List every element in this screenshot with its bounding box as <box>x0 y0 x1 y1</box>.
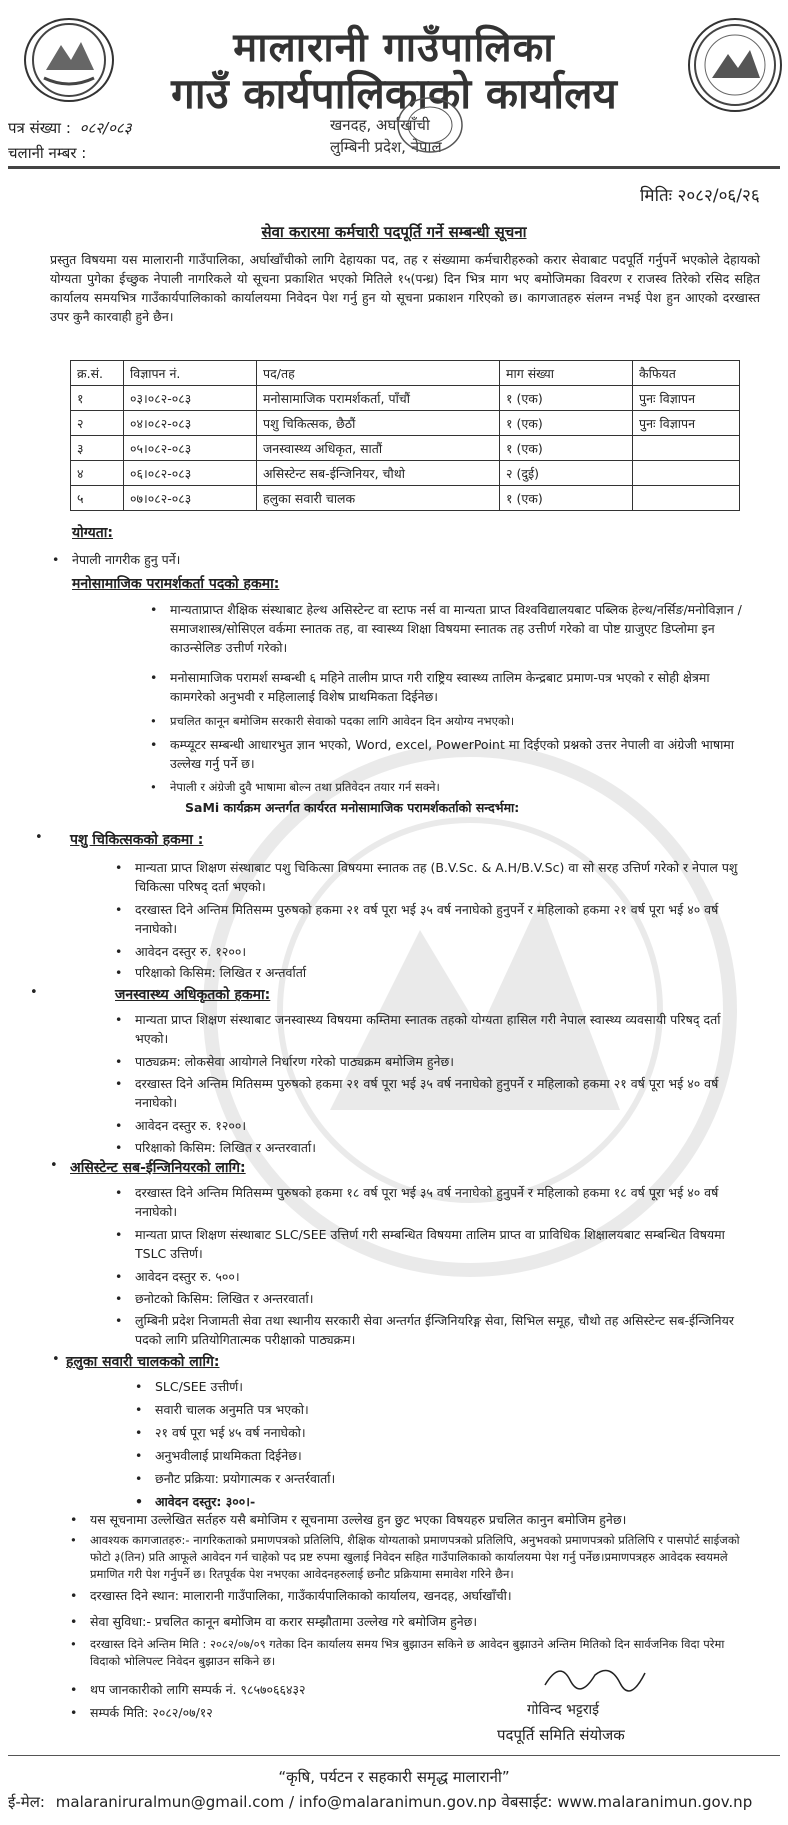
cell-demand: १ (एक) <box>500 486 633 511</box>
general-item: • दरखास्त दिने अन्तिम मिति : २०८२/०७/०९ गतेका दिन कार्यालय समय भित्र बुझाउन सकिने छ आवेदन बुझाउने अन्तिम मितिको दिन सार्वजनिक विदा परेमा विदाको भोलिपल्ट निवेदन बुझाउन सकिने छ। <box>90 1636 750 1670</box>
table-header-row <box>71 361 740 386</box>
cell-sn: ३ <box>71 436 124 461</box>
cell-remarks: पुनः विज्ञापन <box>633 411 740 436</box>
qualification-heading: योग्यता: <box>72 525 114 541</box>
general-item: • सेवा सुविधा:- प्रचलित कानून बमोजिम वा करार सम्झौतामा उल्लेख गरे बमोजिम हुनेछ। <box>90 1612 750 1631</box>
header-ad-no: विज्ञापन नं. <box>124 361 257 386</box>
table-row <box>71 411 740 436</box>
psych-item: • प्रचलित कानून बमोजिम सरकारी सेवाको पदका लागि आवेदन दिन अयोग्य नभएको। <box>170 712 750 731</box>
engineer-item: • मान्यता प्राप्त शिक्षण संस्थाबाट SLC/SEE उत्तिर्ण गरी सम्बन्धित विषयमा तालिम प्राप्त वा प्राविधिक शिक्षालयबाट सम्बन्धित विषयमा TSLC उत्तिर्ण। <box>135 1225 750 1263</box>
engineer-item: • छनोटको किसिम: लिखित र अन्तरवार्ता। <box>135 1289 750 1308</box>
general-item: • आवश्यक कागजातहरु:- नागरिकताको प्रमाणपत्रको प्रतिलिपि, शैक्षिक योग्यताको प्रमाणपत्रको प्रतिलिपि, अनुभवको प्रमाणपत्रको प्रतिलिपि र पासपोर्ट साईजको फोटो ३(तिन) प्रति आफूले आवेदन गर्न चाहेको पद प्रष्ट रुपमा खुलाई निवेदन सहित गाउँपालिकाको कार्यालयमा पेश गर्नु पर्नेछ।प्रमाणपत्रहरु आवेदक स्वयमले प्रमाणित गरी पेश गर्नुपर्ने छ। रितपूर्वक पेश नभएका आवेदनहरुलाई छनौट प्रक्रियामा समावेश गरिने छैन। <box>90 1532 750 1583</box>
table-row <box>71 386 740 411</box>
cell-ad-no: ०५।०८२-०८३ <box>124 436 257 461</box>
public-health-item: • पाठ्यक्रम: लोकसेवा आयोगले निर्धारण गरेको पाठ्यक्रम बमोजिम हुनेछ। <box>135 1052 750 1071</box>
public-health-heading: जनस्वास्थ्य अधिकृतको हकमा: <box>115 987 271 1003</box>
header-demand: माग संख्या <box>500 361 633 386</box>
footer-slogan: “कृषि, पर्यटन र सहकारी समृद्ध मालारानी” <box>278 1768 510 1786</box>
section-bullet: • <box>52 1352 60 1367</box>
public-health-item: • आवेदन दस्तुर रु. १२००। <box>135 1116 750 1135</box>
vet-item: • दरखास्त दिने अन्तिम मितिसम्म पुरुषको हकमा २१ वर्ष पूरा भई ३५ वर्ष ननाघेको हुनुपर्ने र महिलाको हकमा २१ वर्ष पूरा भई ४० वर्ष ननाघेको। <box>135 900 750 938</box>
general-item: • थप जानकारीको लागि सम्पर्क नं. ९८५७०६६४३२ <box>90 1680 305 1699</box>
header-post: पद/तह <box>257 361 500 386</box>
cell-sn: १ <box>71 386 124 411</box>
signatory-name: गोविन्द भट्टराई <box>527 1702 600 1718</box>
office-stamp-icon <box>395 95 465 155</box>
notice-date: मितिः २०८२/०६/२६ <box>640 186 760 206</box>
section-bullet: • <box>50 1158 58 1173</box>
cell-sn: २ <box>71 411 124 436</box>
office-title-line1: मालारानी गाउँपालिका <box>233 25 555 71</box>
cell-remarks <box>633 436 740 461</box>
vet-item: • परिक्षाको किसिम: लिखित र अन्तर्वार्ता <box>135 963 750 982</box>
office-title-line2: गाउँ कार्यपालिकाको कार्यालय <box>171 69 617 118</box>
section-bullet: • <box>35 830 43 845</box>
public-health-item: • परिक्षाको किसिम: लिखित र अन्तरवार्ता। <box>135 1138 750 1157</box>
header-divider <box>8 166 780 169</box>
section-bullet: • <box>30 985 38 1000</box>
signature-icon <box>540 1655 650 1695</box>
cell-sn: ४ <box>71 461 124 486</box>
cell-ad-no: ०७।०८२-०८३ <box>124 486 257 511</box>
cell-post: असिस्टेन्ट सब-ईन्जिनियर, चौथो <box>257 461 500 486</box>
driver-item: • आवेदन दस्तुर: ३००।- <box>155 1492 255 1511</box>
cell-demand: १ (एक) <box>500 386 633 411</box>
psych-item: • मनोसामाजिक परामर्श सम्बन्धी ६ महिने तालीम प्राप्त गरी राष्ट्रिय स्वास्थ्य तालिम केन्द्रबाट प्रमाण-पत्र भएको र सोही क्षेत्रमा कामगरेको अनुभवी र महिलालाई विशेष प्राथमिकता दिईनेछ। <box>170 668 750 706</box>
general-item: • सम्पर्क मिति: २०८२/०७/१२ <box>90 1703 213 1722</box>
reference-value: ०८२/०८३ <box>79 119 132 137</box>
table-row <box>71 436 740 461</box>
reference-number <box>8 118 132 138</box>
psych-item: • कम्प्यूटर सम्बन्धी आधारभुत ज्ञान भएको, Word, excel, PowerPoint मा दिईएको प्रश्नको उत्तर नेपाली वा अंग्रेजी भाषामा उल्लेख गर्नु पर्ने छ। <box>170 735 750 773</box>
dispatch-number-label: चलानी नम्बर : <box>8 144 87 162</box>
driver-item: • छनौट प्रक्रिया: प्रयोगात्मक र अन्तर्रवार्ता। <box>155 1469 335 1488</box>
letterhead <box>0 0 788 170</box>
vet-item: • आवेदन दस्तुर रु. १२००। <box>135 942 750 961</box>
driver-item: • २१ वर्ष पूरा भई ४५ वर्ष ननाघेको। <box>155 1423 306 1442</box>
header-remarks: कैफियत <box>633 361 740 386</box>
general-item: • दरखास्त दिने स्थान: मालारानी गाउँपालिका, गाउँकार्यपालिकाको कार्यालय, खनदह, अर्घाखाँची। <box>90 1586 750 1605</box>
public-health-item: • दरखास्त दिने अन्तिम मितिसम्म पुरुषको हकमा २१ वर्ष पूरा भई ३५ वर्ष ननाघेको हुनुपर्ने र महिलाको हकमा २१ वर्ष पूरा भई ४० वर्ष ननाघेको। <box>135 1074 750 1112</box>
footer-divider <box>8 1755 780 1756</box>
signatory-designation: पदपूर्ति समिति संयोजक <box>497 1726 625 1744</box>
psych-item: • नेपाली र अंग्रेजी दुवै भाषामा बोल्न तथा प्रतिवेदन तयार गर्न सक्ने। <box>170 778 750 797</box>
cell-post: हलुका सवारी चालक <box>257 486 500 511</box>
notice-intro: प्रस्तुत विषयमा यस मालारानी गाउँपालिका, अर्घाखाँचीको लागि देहायका पद, तह र संख्यामा कर्मचारीहरुको करार सेवाबाट पदपूर्ति गर्नुपर्ने भएकोले देहायको योग्यता पुगेका ईच्छुक नेपाली नागरिकले यो सूचना प्रकाशित भएको मितिले १५(पन्ध्र) दिन भित्र माग भए बमोजिमका विवरण र राजस्व तिरेको रसिद सहित कार्यालय समयभित्र गाउँकार्यपालिकाको कार्यालयमा निवेदन पेश गर्नु हुन यो सूचना प्रकाशन गरिएको छ। कागजातहरु संलग्न नभई पेश हुन आएको दरखास्त उपर कुनै कारवाही हुने छैन। <box>50 252 760 324</box>
cell-ad-no: ०६।०८२-०८३ <box>124 461 257 486</box>
sami-note: SaMi कार्यक्रम अन्तर्गत कार्यरत मनोसामाजिक परामर्शकर्ताको सन्दर्भमा: <box>185 800 520 815</box>
general-item: • यस सूचनामा उल्लेखित सर्तहरु यसै बमोजिम र सूचनामा उल्लेख हुन छुट भएका विषयहरु प्रचलित कानुन बमोजिम हुनेछ। <box>90 1510 750 1529</box>
cell-remarks: पुनः विज्ञापन <box>633 386 740 411</box>
vet-heading: पशु चिकित्सकको हकमा : <box>70 832 204 848</box>
cell-sn: ५ <box>71 486 124 511</box>
cell-post: पशु चिकित्सक, छैठौं <box>257 411 500 436</box>
engineer-item: • दरखास्त दिने अन्तिम मितिसम्म पुरुषको हकमा १८ वर्ष पूरा भई ३५ वर्ष ननाघेको हुनुपर्ने र महिलाको हकमा १८ वर्ष पूरा भई ४० वर्ष ननाघेको। <box>135 1183 750 1221</box>
footer-contact <box>8 1792 752 1812</box>
psych-heading: मनोसामाजिक परामर्शकर्ता पदको हकमा: <box>72 576 280 592</box>
municipality-logo-icon <box>688 18 782 112</box>
cell-ad-no: ०४।०८२-०८३ <box>124 411 257 436</box>
email-label: ई-मेल: <box>8 1793 45 1811</box>
vet-item: • मान्यता प्राप्त शिक्षण संस्थाबाट पशु चिकित्सा विषयमा स्नातक तह (B.V.Sc. & A.H/B.V.Sc) वा सो सरह उत्तिर्ण गरेको र नेपाल पशु चिकित्सा परिषद् दर्ता भएको। <box>135 858 750 896</box>
public-health-item: • मान्यता प्राप्त शिक्षण संस्थाबाट जनस्वास्थ्य विषयमा कम्तिमा स्नातक तहको योग्यता हासिल गरी नेपाल स्वास्थ्य व्यवसायी परिषद् दर्ता भएको। <box>135 1010 750 1048</box>
email-value: malaraniruralmun@gmail.com / info@malaranimun.gov.np वेबसाईट: www.malaranimun.gov.np <box>55 1793 753 1811</box>
cell-demand: २ (दुई) <box>500 461 633 486</box>
cell-post: मनोसामाजिक परामर्शकर्ता, पाँचौं <box>257 386 500 411</box>
cell-post: जनस्वास्थ्य अधिकृत, सातौं <box>257 436 500 461</box>
engineer-item: • लुम्बिनी प्रदेश निजामती सेवा तथा स्थानीय सरकारी सेवा अन्तर्गत ईन्जिनियरिङ्ग सेवा, सिभिल समूह, चौथो तह असिस्टेन्ट सब-ईन्जिनियर पदको लागि प्रतियोगितात्मक परीक्षाको पाठ्यक्रम। <box>135 1311 750 1349</box>
cell-demand: १ (एक) <box>500 411 633 436</box>
driver-item: • सवारी चालक अनुमति पत्र भएको। <box>155 1400 309 1419</box>
cell-demand: १ (एक) <box>500 436 633 461</box>
driver-heading: हलुका सवारी चालकको लागि: <box>66 1354 220 1370</box>
psych-item: • मान्यताप्राप्त शैक्षिक संस्थाबाट हेल्थ असिस्टेन्ट वा स्टाफ नर्स वा मान्यता प्राप्त विश्वविद्यालयबाट पब्लिक हेल्थ/नर्सिङ/मनोविज्ञान /समाजशास्त्र/सोसिएल वर्कमा स्नातक तह, वा स्वास्थ्य शिक्षा विषयमा स्नातक तह उत्तीर्ण गरेको वा पोष्ट ग्राजुएट डिप्लोमा इन काउन्सेलिङ उत्तीर्ण गरेको। <box>170 600 750 657</box>
driver-item: • SLC/SEE उत्तीर्ण। <box>155 1377 243 1396</box>
address-line2: लुम्बिनी प्रदेश, नेपाल <box>330 138 442 156</box>
header-sn: क्र.सं. <box>71 361 124 386</box>
address-line1: खनदह, अर्घाखाँची <box>330 116 430 134</box>
driver-item: • अनुभवीलाई प्राथमिकता दिईनेछ। <box>155 1446 302 1465</box>
reference-label: पत्र संख्या : <box>8 119 71 137</box>
qualification-general: • नेपाली नागरीक हुनु पर्ने। <box>72 550 180 569</box>
cell-ad-no: ०३।०८२-०८३ <box>124 386 257 411</box>
notice-title: सेवा करारमा कर्मचारी पदपूर्ति गर्ने सम्बन्धी सूचना <box>261 223 527 241</box>
engineer-item: • आवेदन दस्तुर रु. ५००। <box>135 1267 750 1286</box>
engineer-heading: असिस्टेन्ट सब-ईन्जिनियरको लागि: <box>70 1160 246 1176</box>
